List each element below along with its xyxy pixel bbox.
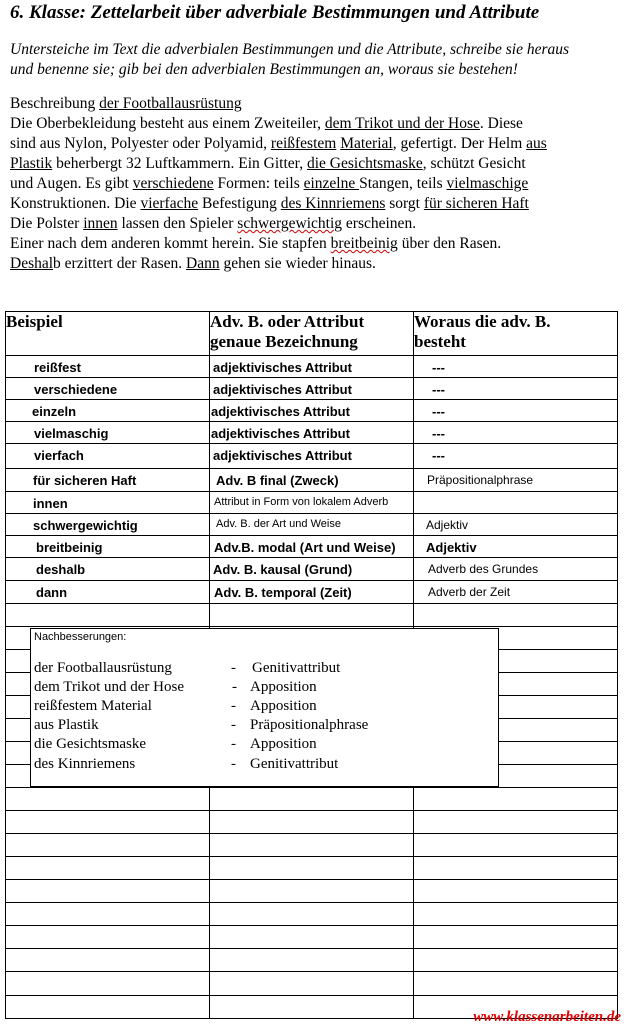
- example-cell: [6, 378, 210, 400]
- cell-text: vielmaschig: [34, 426, 109, 441]
- cell-text: Präpositionalphrase: [427, 473, 534, 487]
- designation-cell: [210, 356, 414, 378]
- empty-cell: [210, 926, 414, 949]
- text-line: Einer nach dem anderen kommt herein. Sie stapfen breitbeinig über den Rasen.: [10, 235, 502, 252]
- empty-cell: [6, 880, 210, 903]
- designation-cell: [210, 469, 414, 492]
- designation-cell: [210, 492, 414, 514]
- underlined-phrase: Deshal: [10, 255, 54, 272]
- text-line: Beschreibung der Footballausrüstung: [10, 95, 242, 112]
- empty-table-row: [6, 857, 618, 880]
- text-line: Plastik beherbergt 32 Luftkammern. Ein Gitter, die Gesichtsmaske, schützt Gesicht: [10, 155, 526, 172]
- empty-cell: [6, 857, 210, 880]
- underlined-phrase: für sicheren Haft: [423, 195, 529, 212]
- cell-text: Adv. B. der Art und Weise: [216, 518, 341, 530]
- correction-type: Apposition: [250, 698, 317, 714]
- empty-cell: [414, 604, 618, 627]
- table-row: [6, 536, 618, 558]
- empty-cell: [6, 788, 210, 811]
- empty-cell: [210, 857, 414, 880]
- header-example: Beispiel: [6, 312, 210, 356]
- correction-dash: -: [231, 717, 236, 733]
- empty-table-row: [6, 903, 618, 926]
- table-row: [6, 558, 618, 581]
- example-cell: [6, 422, 210, 444]
- underlined-phrase: reißfestem: [270, 135, 337, 152]
- empty-cell: [210, 903, 414, 926]
- example-cell: [6, 558, 210, 581]
- cell-text: adjektivisches Attribut: [213, 382, 352, 397]
- example-cell: [6, 514, 210, 536]
- empty-cell: [6, 972, 210, 996]
- empty-cell: [6, 949, 210, 972]
- correction-dash: -: [232, 679, 237, 695]
- cell-text: verschiedene: [34, 382, 118, 397]
- designation-cell: [210, 378, 414, 400]
- cell-text: ---: [432, 382, 445, 397]
- empty-cell: [414, 811, 618, 834]
- correction-type: Genitivattribut: [250, 756, 339, 772]
- correction-term: der Footballausrüstung: [34, 660, 172, 676]
- correction-dash: -: [231, 756, 236, 772]
- correction-type: Apposition: [250, 679, 317, 695]
- correction-type: Präpositionalphrase: [250, 717, 369, 733]
- empty-cell: [414, 903, 618, 926]
- table-header-row: [6, 312, 618, 356]
- table-row: [6, 492, 618, 514]
- empty-cell: [414, 949, 618, 972]
- empty-cell: [6, 903, 210, 926]
- underlined-phrase: aus: [526, 135, 547, 152]
- text-line: Die Oberbekleidung besteht aus einem Zweiteiler, dem Trikot und der Hose. Diese: [10, 115, 523, 132]
- cell-text: innen: [33, 496, 68, 511]
- table-row: [6, 444, 618, 469]
- correction-type: Apposition: [250, 736, 317, 752]
- empty-cell: [210, 811, 414, 834]
- header-composition: Woraus die adv. B. besteht: [414, 312, 618, 356]
- example-cell: [6, 469, 210, 492]
- empty-cell: [210, 834, 414, 857]
- correction-term: reißfestem Material: [34, 698, 152, 714]
- example-cell: [6, 356, 210, 378]
- example-cell: [6, 400, 210, 422]
- underlined-phrase: Plastik: [10, 155, 53, 172]
- correction-term: dem Trikot und der Hose: [34, 679, 184, 695]
- table-row: [6, 581, 618, 604]
- cell-text: vierfach: [34, 448, 84, 463]
- cell-text: ---: [432, 404, 445, 419]
- cell-text: für sicheren Haft: [33, 473, 137, 488]
- designation-cell: [210, 558, 414, 581]
- correction-dash: -: [231, 736, 236, 752]
- underlined-phrase: des Kinnriemens: [280, 195, 386, 212]
- underlined-phrase: vierfache: [140, 195, 199, 212]
- table-row: [6, 469, 618, 492]
- correction-term: des Kinnriemens: [34, 756, 136, 772]
- example-cell: [6, 444, 210, 469]
- example-cell: [6, 536, 210, 558]
- designation-cell: [210, 514, 414, 536]
- cell-text: reißfest: [34, 360, 81, 375]
- underlined-phrase: vielmaschige: [446, 175, 529, 192]
- cell-text: schwergewichtig: [33, 518, 138, 533]
- empty-cell: [210, 972, 414, 996]
- instruction-line: Untersteiche im Text die adverbialen Bestimmungen und die Attribute, schreibe sie heraus: [10, 41, 570, 58]
- table-row: [6, 422, 618, 444]
- composition-cell: [414, 444, 618, 469]
- composition-cell: [414, 581, 618, 604]
- underlined-phrase: die Gesichtsmaske: [306, 155, 423, 172]
- cell-text: ---: [432, 426, 445, 441]
- footer-url[interactable]: www.klassenarbeiten.de: [473, 1009, 621, 1025]
- underlined-phrase: einzelne: [303, 175, 360, 192]
- composition-cell: [414, 514, 618, 536]
- empty-cell: [210, 788, 414, 811]
- instruction-line: und benenne sie; gib bei den adverbialen Bestimmungen an, woraus sie bestehen!: [10, 61, 518, 78]
- empty-cell: [6, 926, 210, 949]
- empty-cell: [210, 880, 414, 903]
- designation-cell: [210, 536, 414, 558]
- composition-cell: [414, 356, 618, 378]
- cell-text: ---: [432, 360, 445, 375]
- cell-text: Adv. B. kausal (Grund): [213, 562, 353, 577]
- designation-cell: [210, 581, 414, 604]
- example-cell: [6, 581, 210, 604]
- designation-cell: [210, 444, 414, 469]
- cell-text: Adjektiv: [426, 540, 477, 555]
- underlined-phrase: der Footballausrüstung: [99, 95, 242, 112]
- table-row: [6, 378, 618, 400]
- cell-text: Attribut in Form von lokalem Adverb: [214, 496, 389, 508]
- composition-cell: [414, 492, 618, 514]
- correction-dash: -: [231, 698, 236, 714]
- empty-cell: [414, 880, 618, 903]
- cell-text: adjektivisches Attribut: [211, 426, 350, 441]
- example-cell: [6, 492, 210, 514]
- text-line: Konstruktionen. Die vierfache Befestigung des Kinnriemens sorgt für sicheren Haft: [10, 195, 529, 212]
- designation-cell: [210, 422, 414, 444]
- empty-cell: [210, 996, 414, 1019]
- corrections-title: Nachbesserungen:: [34, 631, 127, 643]
- instructions: [10, 40, 625, 80]
- empty-table-row: [6, 604, 618, 627]
- worksheet-title: 6. Klasse: Zettelarbeit über adverbiale Bestimmungen und Attribute: [10, 2, 540, 23]
- cell-text: breitbeinig: [36, 540, 103, 555]
- empty-cell: [414, 972, 618, 996]
- cell-text: adjektivisches Attribut: [211, 404, 350, 419]
- cell-text: Adverb der Zeit: [428, 585, 511, 599]
- table-row: [6, 400, 618, 422]
- empty-table-row: [6, 880, 618, 903]
- underlined-phrase: dem Trikot und der Hose: [324, 115, 480, 132]
- composition-cell: [414, 400, 618, 422]
- underlined-phrase: schwergewichtig: [237, 215, 343, 232]
- cell-text: Adv. B final (Zweck): [216, 473, 339, 488]
- correction-term: aus Plastik: [34, 717, 99, 733]
- cell-text: Adjektiv: [426, 518, 469, 532]
- table-row: [6, 356, 618, 378]
- composition-cell: [414, 558, 618, 581]
- cell-text: deshalb: [36, 562, 86, 577]
- correction-type: Genitivattribut: [252, 660, 341, 676]
- correction-term: die Gesichtsmaske: [34, 736, 147, 752]
- empty-cell: [414, 857, 618, 880]
- underlined-phrase: Material: [340, 135, 393, 152]
- cell-text: adjektivisches Attribut: [213, 448, 352, 463]
- correction-dash: -: [231, 660, 236, 676]
- composition-cell: [414, 536, 618, 558]
- text-line: Die Polster innen lassen den Spieler schwergewichtig erscheinen.: [10, 215, 417, 232]
- empty-cell: [414, 926, 618, 949]
- cell-text: einzeln: [32, 404, 77, 419]
- underlined-phrase: breitbeinig: [330, 235, 398, 252]
- composition-cell: [414, 469, 618, 492]
- cell-text: Adv.B. modal (Art und Weise): [214, 540, 396, 555]
- designation-cell: [210, 400, 414, 422]
- underlined-phrase: verschiedene: [132, 175, 214, 192]
- empty-table-row: [6, 834, 618, 857]
- header-designation: Adv. B. oder Attribut genaue Bezeichnung: [210, 312, 414, 356]
- empty-cell: [6, 996, 210, 1019]
- composition-cell: [414, 422, 618, 444]
- empty-cell: [6, 811, 210, 834]
- underlined-phrase: Dann: [186, 255, 220, 272]
- empty-table-row: [6, 811, 618, 834]
- empty-cell: [210, 949, 414, 972]
- text-line: sind aus Nylon, Polyester oder Polyamid, reißfestem Material, gefertigt. Der Helm aus: [10, 135, 547, 152]
- underlined-phrase: innen: [83, 215, 118, 232]
- cell-text: ---: [432, 448, 445, 463]
- cell-text: Adv. B. temporal (Zeit): [214, 585, 352, 600]
- composition-cell: [414, 378, 618, 400]
- empty-cell: [414, 788, 618, 811]
- empty-table-row: [6, 972, 618, 996]
- cell-text: dann: [36, 585, 68, 600]
- empty-table-row: [6, 926, 618, 949]
- empty-cell: [6, 834, 210, 857]
- empty-cell: [210, 604, 414, 627]
- text-line: Deshalb erzittert der Rasen. Dann gehen sie wieder hinaus.: [10, 255, 376, 272]
- table-row: [6, 514, 618, 536]
- exercise-text: [10, 94, 625, 274]
- text-line: und Augen. Es gibt verschiedene Formen: teils einzelne Stangen, teils vielmaschige: [10, 175, 529, 192]
- empty-table-row: [6, 788, 618, 811]
- cell-text: Adverb des Grundes: [428, 562, 539, 576]
- empty-cell: [6, 604, 210, 627]
- empty-cell: [414, 834, 618, 857]
- corrections-box: [30, 628, 499, 787]
- cell-text: adjektivisches Attribut: [213, 360, 352, 375]
- empty-table-row: [6, 949, 618, 972]
